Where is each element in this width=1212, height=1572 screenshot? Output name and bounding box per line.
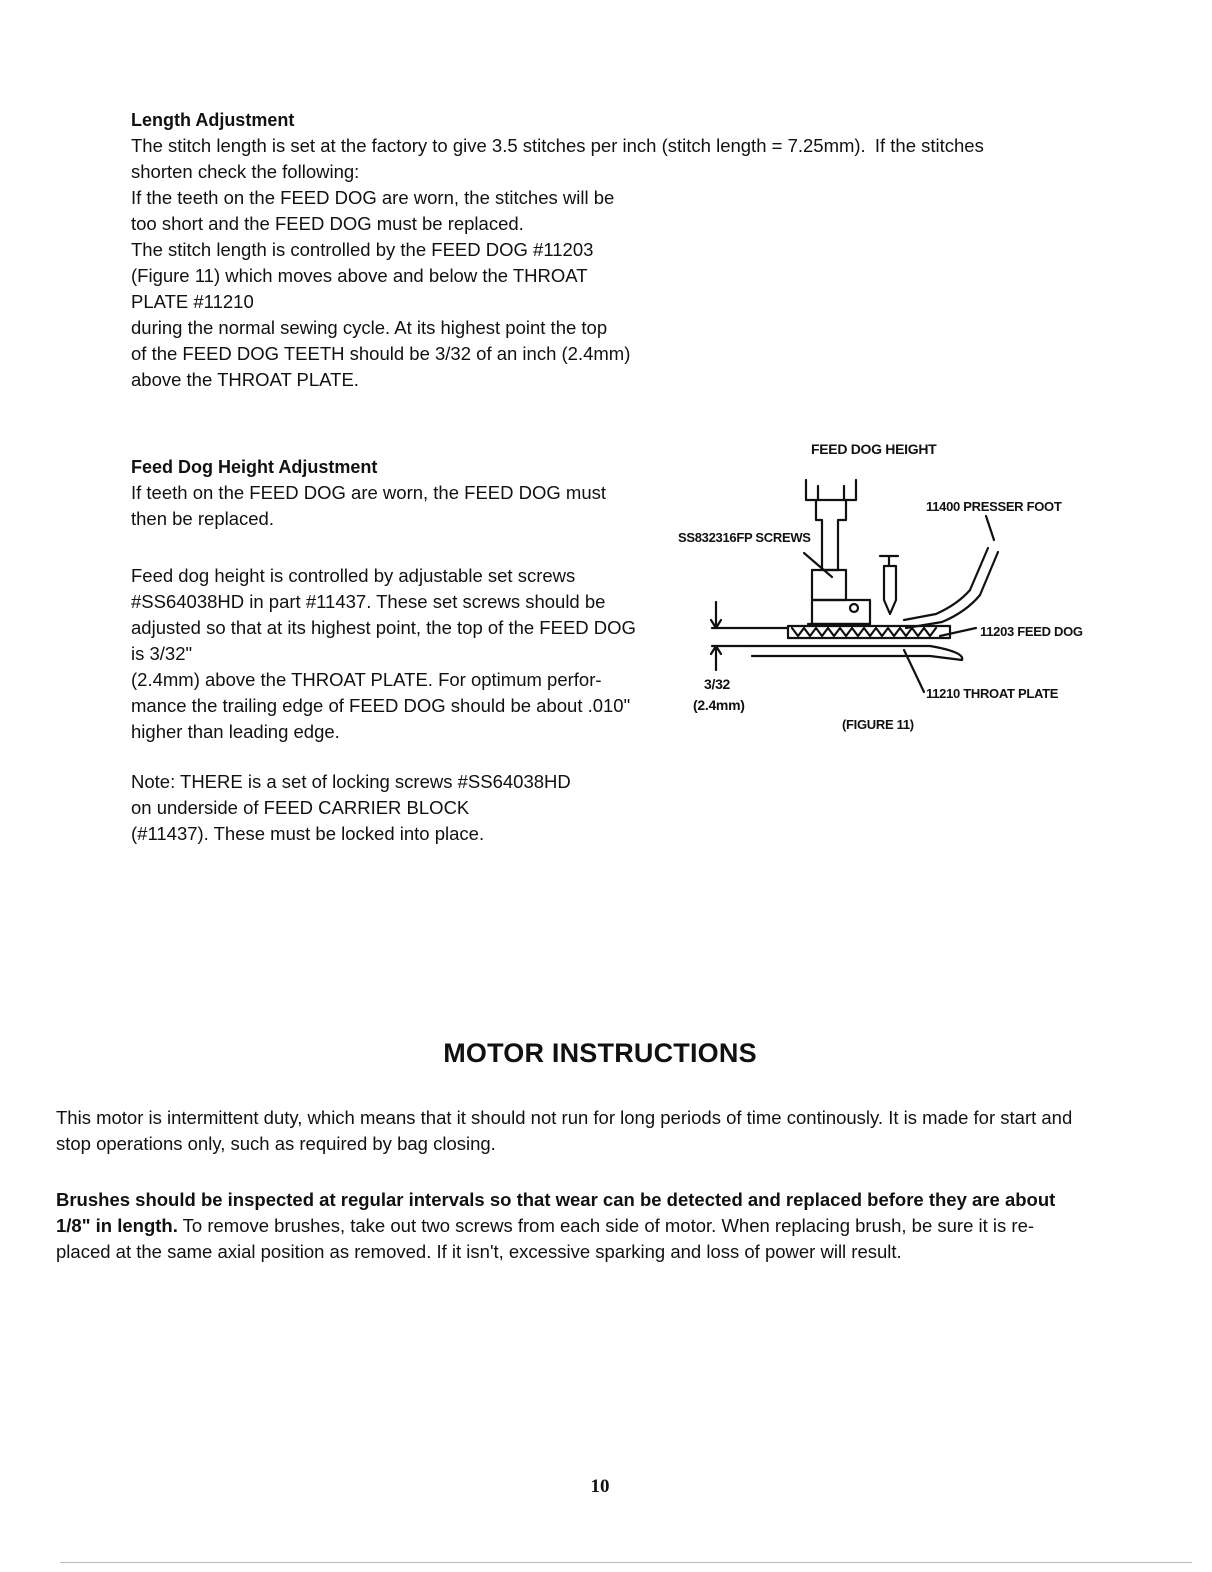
brush-warning-bold: Brushes should be inspected at regular intervals so that wear can be detected and replaced before they are about: [56, 1189, 1056, 1210]
presser-bar-top: [806, 480, 856, 500]
text-line: #SS64038HD in part #11437. These set screws should be: [131, 591, 606, 612]
feed-dog-leader: [940, 628, 976, 636]
feed-dog-height-heading: Feed Dog Height Adjustment: [131, 457, 378, 477]
text-line: (#11437). These must be locked into place.: [131, 823, 485, 844]
text-line: during the normal sewing cycle. At its highest point the top: [131, 317, 608, 338]
bottom-rule: [60, 1562, 1192, 1563]
motor-para2-line3: placed at the same axial position as removed. If it isn't, excessive sparking and loss of power will result.: [56, 1241, 902, 1262]
text-line: shorten check the following:: [131, 161, 360, 182]
text-line: adjusted so that at its highest point, the top of the FEED DOG: [131, 617, 636, 638]
text-line: If the teeth on the FEED DOG are worn, the stitches will be: [131, 187, 615, 208]
lower-block: [812, 600, 870, 624]
motor-para1-b: It is made for start and: [888, 1107, 1073, 1128]
motor-instructions-title: MOTOR INSTRUCTIONS: [443, 1038, 757, 1068]
dim-arrow-bottom: [711, 646, 721, 670]
dimension-mm: (2.4mm): [693, 697, 745, 713]
length-adjustment-line1-a: The stitch length is set at the factory to give 3.5 stitches per inch (stitch length = 7.25mm).: [131, 135, 866, 156]
figure-title: FEED DOG HEIGHT: [811, 441, 937, 457]
brush-length-bold: 1/8" in length.: [56, 1215, 178, 1236]
length-adjustment-heading: Length Adjustment: [131, 110, 295, 130]
motor-para1: [56, 1105, 1156, 1157]
needle: [880, 556, 898, 614]
text-line: is 3/32": [131, 643, 193, 664]
text-line: Feed dog height is controlled by adjustable set screws: [131, 565, 576, 586]
feed-dog-label: 11203 FEED DOG: [980, 624, 1083, 639]
feed-dog-teeth: [792, 628, 936, 636]
motor-para2-line1: [56, 1187, 1156, 1213]
motor-para2-line2: [56, 1213, 1156, 1239]
text-line: The stitch length is controlled by the FEED DOG #11203: [131, 239, 594, 260]
text-line: of the FEED DOG TEETH should be 3/32 of an inch (2.4mm): [131, 343, 631, 364]
text-line: mance the trailing edge of FEED DOG should be about .010": [131, 695, 631, 716]
motor-para2: [56, 1187, 1156, 1265]
text-line: Note: THERE is a set of locking screws #SS64038HD: [131, 771, 571, 792]
screws-label: SS832316FP SCREWS: [678, 530, 811, 545]
page-number: 10: [590, 1476, 610, 1497]
text-line: (2.4mm) above the THROAT PLATE. For optimum perfor-: [131, 669, 602, 690]
dimension-inch: 3/32: [704, 676, 731, 692]
presser-foot-arm-inner: [904, 548, 988, 620]
motor-para1-a: This motor is intermittent duty, which means that it should not run for long periods of time continously.: [56, 1107, 884, 1128]
length-adjustment-line1-b: If the stitches: [874, 135, 984, 156]
text-line: too short and the FEED DOG must be replaced.: [131, 213, 524, 234]
text-line: (Figure 11) which moves above and below the THROAT: [131, 265, 588, 286]
text-line: If teeth on the FEED DOG are worn, the FEED DOG must: [131, 482, 607, 503]
figure-caption: (FIGURE 11): [842, 717, 914, 732]
text-line: above the THROAT PLATE.: [131, 369, 359, 390]
screw-head: [850, 604, 858, 612]
motor-para1-line2: stop operations only, such as required by bag closing.: [56, 1133, 496, 1154]
presser-leader: [986, 516, 994, 540]
text-line: higher than leading edge.: [131, 721, 340, 742]
screws-leader: [804, 553, 832, 577]
throat-plate: [752, 646, 962, 660]
presser-shaft: [816, 500, 846, 570]
motor-para2-rest1: To remove brushes, take out two screws from each side of motor. When replacing brush, be sure it is re-: [182, 1215, 1035, 1236]
motor-para1-line1: [56, 1105, 1156, 1131]
text-line: on underside of FEED CARRIER BLOCK: [131, 797, 470, 818]
text-line: PLATE #11210: [131, 291, 254, 312]
throat-plate-label: 11210 THROAT PLATE: [926, 686, 1059, 701]
dim-arrow-top: [711, 602, 721, 628]
presser-foot-label: 11400 PRESSER FOOT: [926, 499, 1062, 514]
presser-bar-notch: [818, 486, 844, 500]
text-line: then be replaced.: [131, 508, 274, 529]
